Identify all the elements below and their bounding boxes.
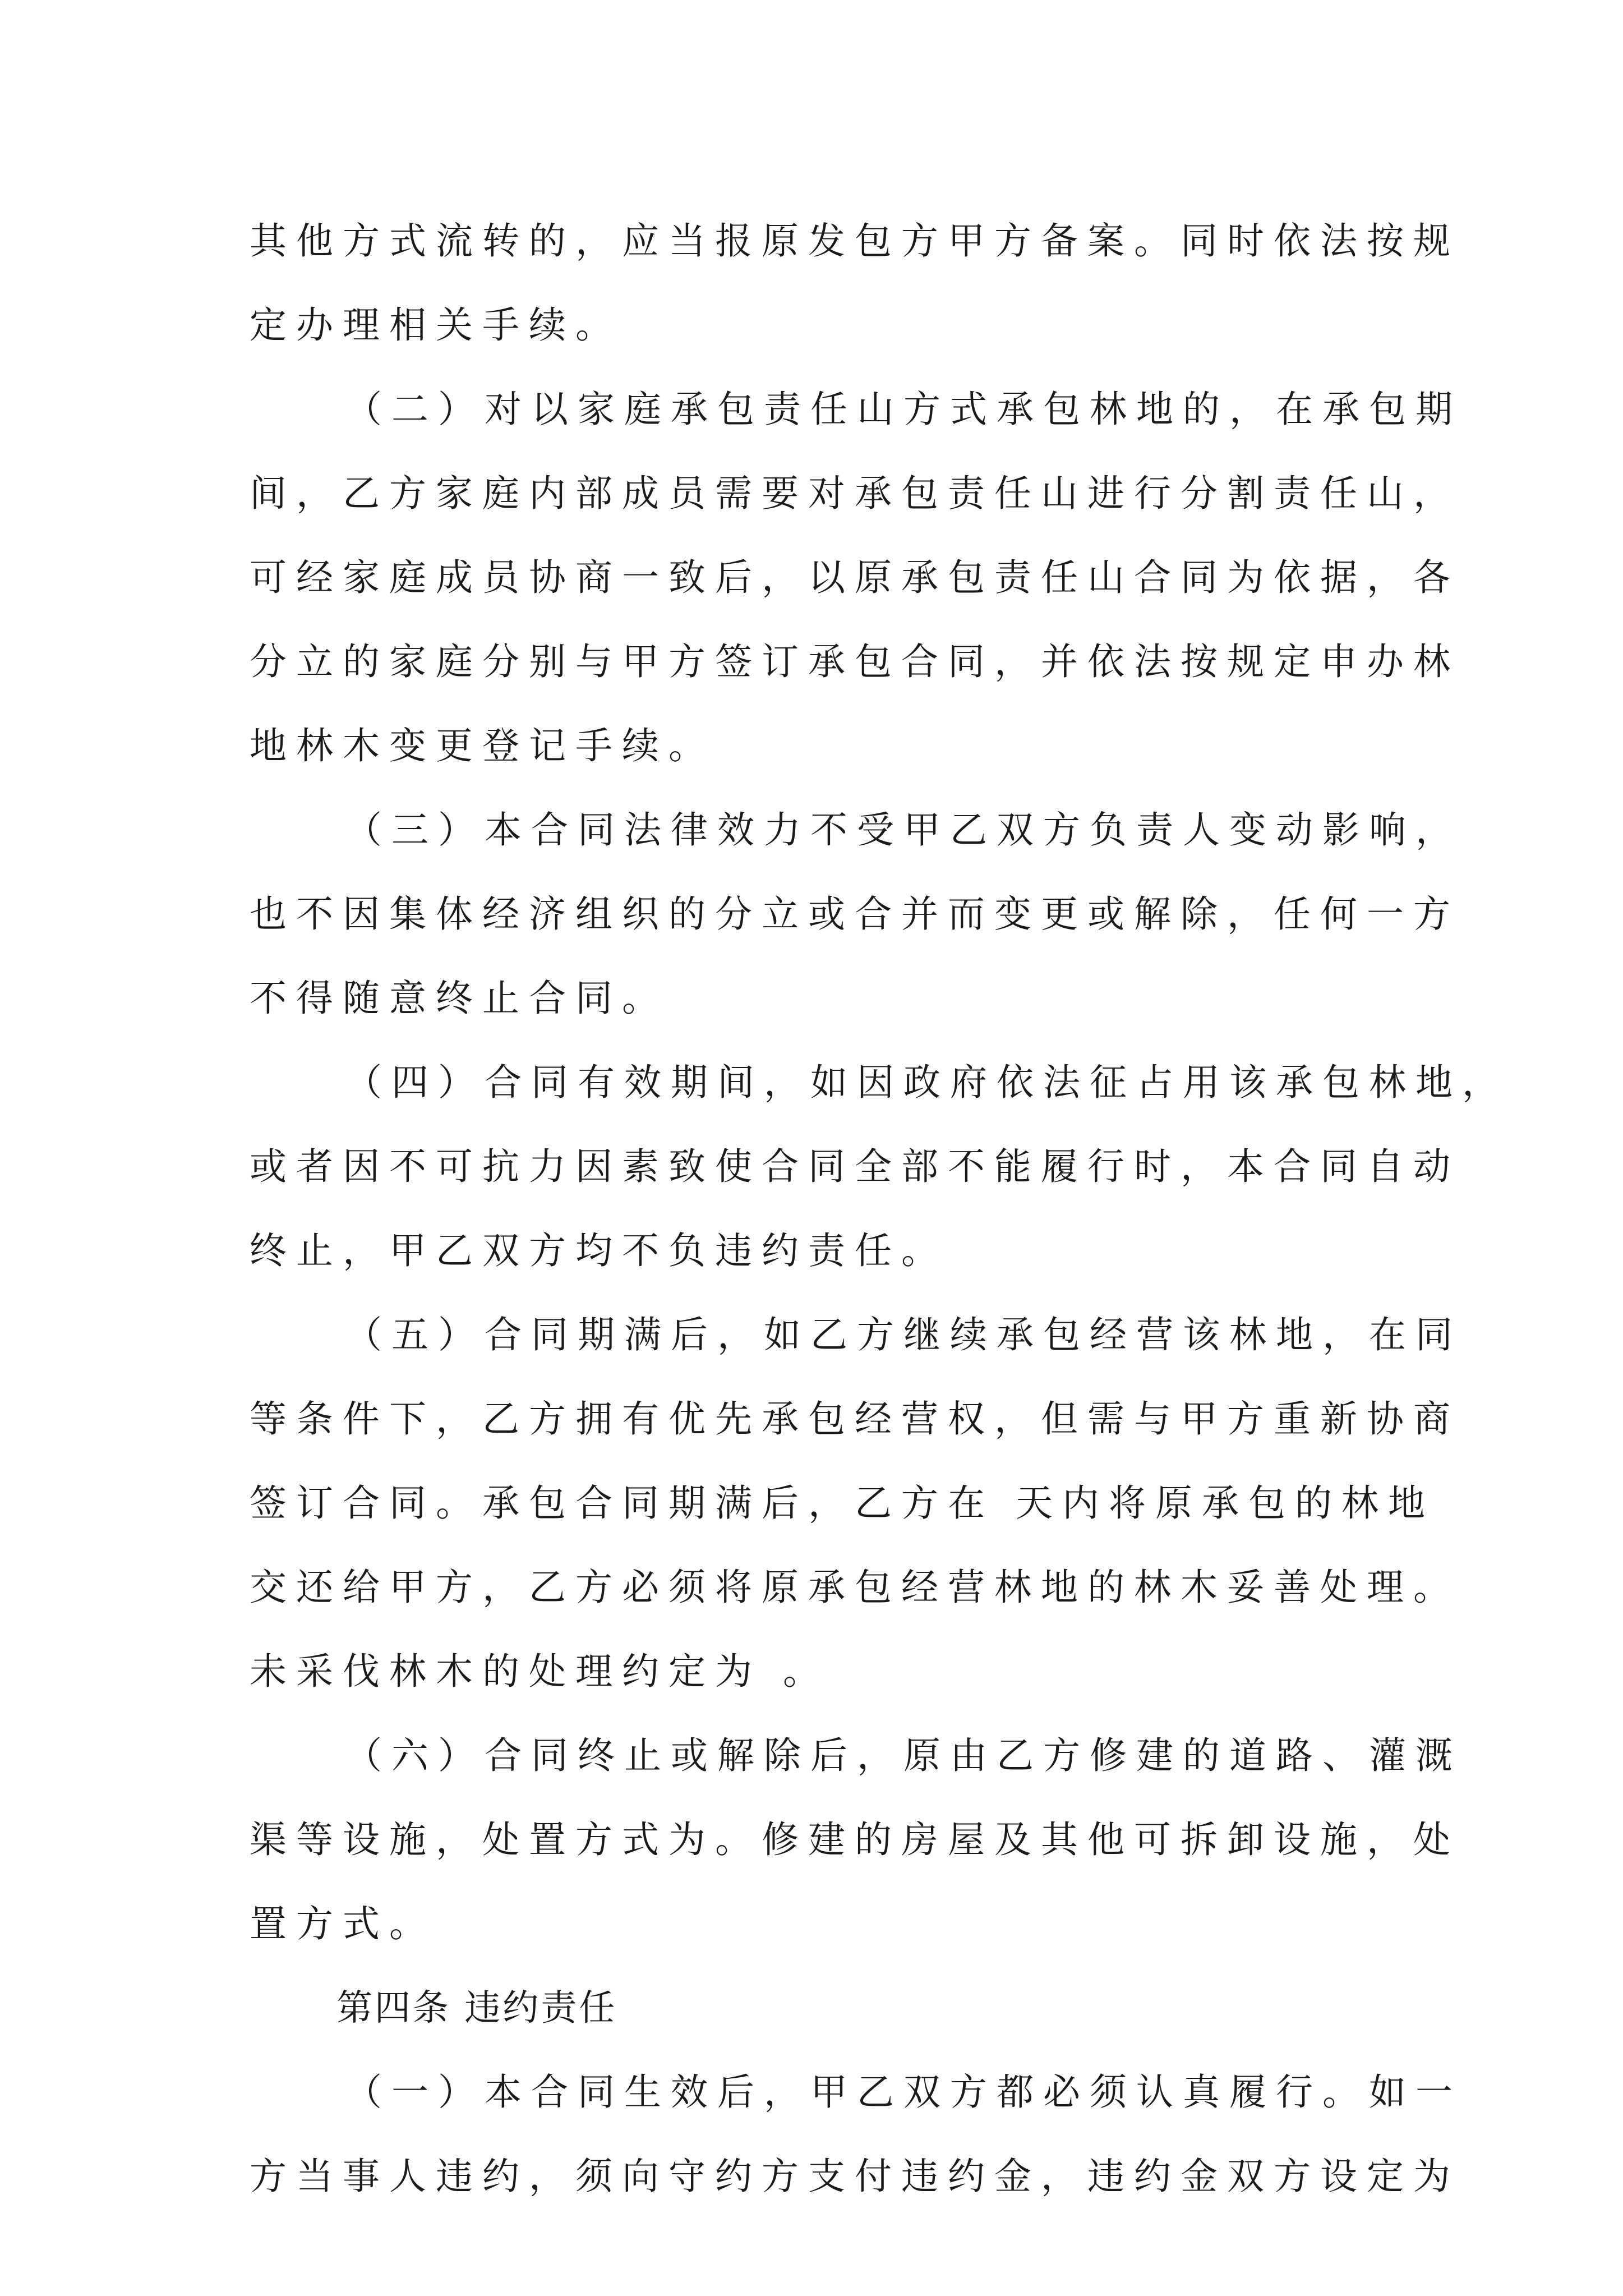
text-line: 定办理相关手续。 <box>250 303 622 347</box>
text-line: 分立的家庭分别与甲方签订承包合同，并依法按规定申办林 <box>250 640 1460 683</box>
text-line: 可经家庭成员协商一致后，以原承包责任山合同为依据，各 <box>250 556 1460 599</box>
text-line: 间，乙方家庭内部成员需要对承包责任山进行分割责任山， <box>250 472 1460 515</box>
paragraph-2-start: （二）对以家庭承包责任山方式承包林地的，在承包期 <box>345 388 1462 431</box>
paragraph-5-start: （五）合同期满后，如乙方继续承包经营该林地，在同 <box>345 1313 1462 1356</box>
paragraph-3-start: （三）本合同法律效力不受甲乙双方负责人变动影响， <box>345 808 1462 852</box>
text-line: 未采伐林木的处理约定为 。 <box>250 1650 829 1693</box>
text-line: 不得随意终止合同。 <box>250 977 668 1020</box>
text-line: 渠等设施，处置方式为。修建的房屋及其他可拆卸设施，处 <box>250 1818 1460 1861</box>
paragraph-4-start: （四）合同有效期间，如因政府依法征占用该承包林地， <box>345 1061 1509 1104</box>
text-line: 交还给甲方，乙方必须将原承包经营林地的林木妥善处理。 <box>250 1566 1460 1609</box>
paragraph-6-start: （六）合同终止或解除后，原由乙方修建的道路、灌溉 <box>345 1734 1462 1777</box>
text-line: 也不因集体经济组织的分立或合并而变更或解除，任何一方 <box>250 892 1460 936</box>
article-heading: 第四条 违约责任 <box>336 1987 617 2029</box>
text-line: 等条件下，乙方拥有优先承包经营权，但需与甲方重新协商 <box>250 1397 1460 1441</box>
text-line: 签订合同。承包合同期满后，乙方在 天内将原承包的林地 <box>250 1481 1435 1525</box>
text-line: 终止，甲乙双方均不负违约责任。 <box>250 1229 948 1272</box>
text-line: 或者因不可抗力因素致使合同全部不能履行时，本合同自动 <box>250 1145 1460 1188</box>
text-line: 置方式。 <box>250 1902 436 1945</box>
text-line: 地林木变更登记手续。 <box>250 724 715 767</box>
text-line: 方当事人违约，须向守约方支付违约金，违约金双方设定为 <box>250 2155 1460 2198</box>
text-line: 其他方式流转的，应当报原发包方甲方备案。同时依法按规 <box>250 219 1460 263</box>
paragraph-7-start: （一）本合同生效后，甲乙双方都必须认真履行。如一 <box>345 2070 1462 2114</box>
